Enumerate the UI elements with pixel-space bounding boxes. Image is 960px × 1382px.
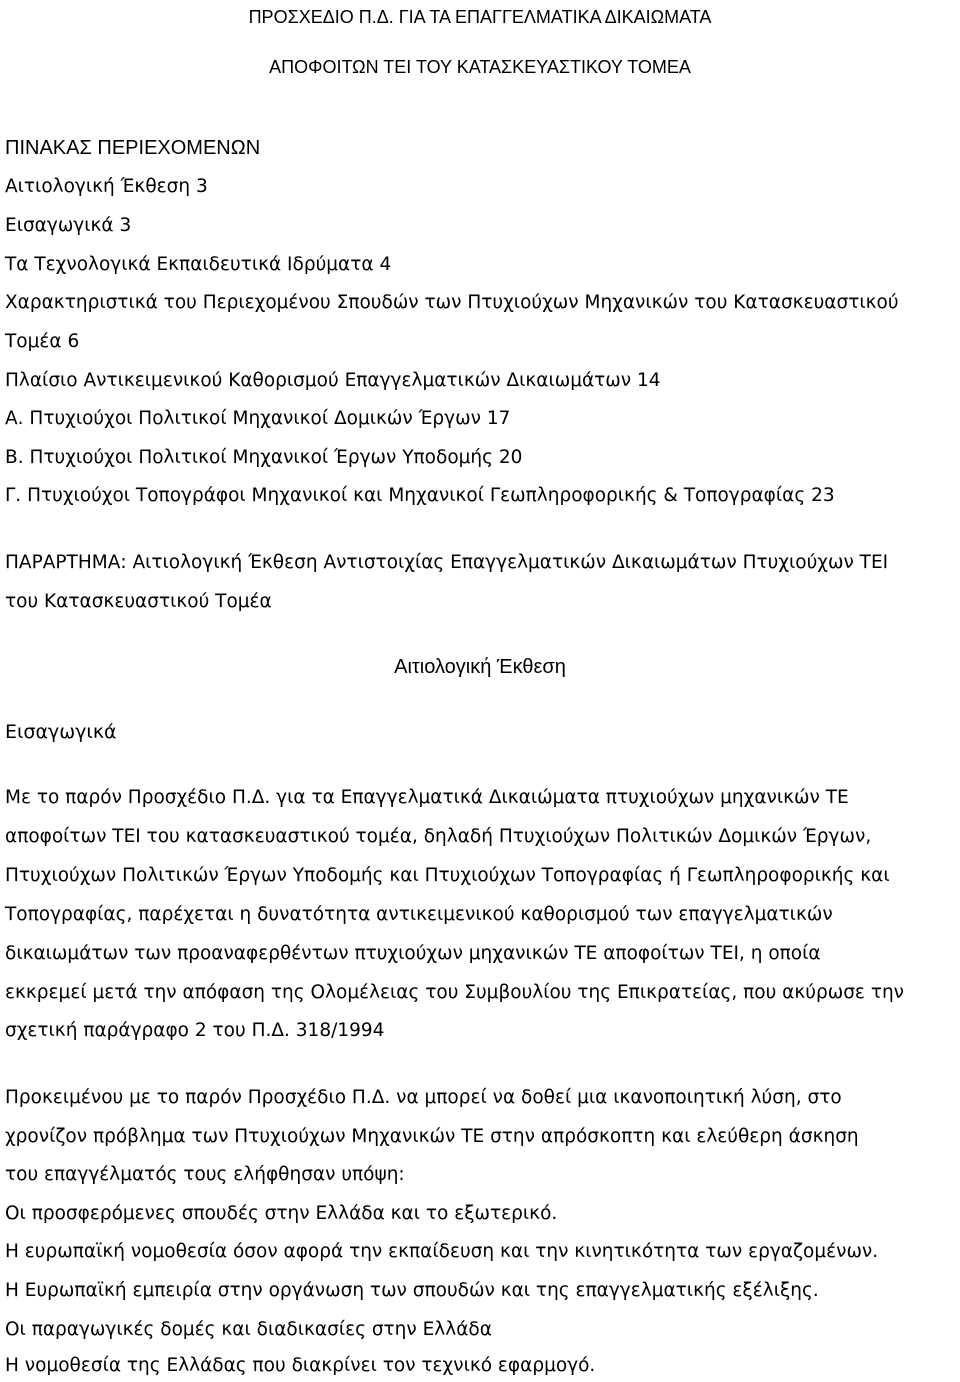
- toc-appendix-line: του Κατασκευαστικού Τομέα: [5, 591, 272, 612]
- document-title-line-1: ΠΡΟΣΧΕΔΙΟ Π.Δ. ΓΙΑ ΤΑ ΕΠΑΓΓΕΛΜΑΤΙΚΑ ΔΙΚΑΙΩΜΑΤΑ: [248, 7, 712, 27]
- toc-item: Εισαγωγικά 3: [5, 215, 132, 236]
- paragraph-line: Πτυχιούχων Πολιτικών Έργων Υποδομής και Πτυχιούχων Τοπογραφίας ή Γεωπληροφορικής και: [5, 865, 890, 886]
- toc-item: Γ. Πτυχιούχοι Τοπογράφοι Μηχανικοί και Μηχανικοί Γεωπληροφορικής & Τοπογραφίας 23: [5, 485, 835, 506]
- toc-appendix-line: ΠΑΡΑΡΤΗΜΑ: Αιτιολογική Έκθεση Αντιστοιχίας Επαγγελματικών Δικαιωμάτων Πτυχιούχων ΤΕΙ: [5, 552, 889, 573]
- document-title-line-2: ΑΠΟΦΟΙΤΩΝ ΤΕΙ ΤΟΥ ΚΑΤΑΣΚΕΥΑΣΤΙΚΟΥ ΤΟΜΕΑ: [269, 57, 691, 77]
- toc-item: Τομέα 6: [5, 331, 80, 352]
- paragraph-line: αποφοίτων ΤΕΙ του κατασκευαστικού τομέα, δηλαδή Πτυχιούχων Πολιτικών Δομικών Έργων,: [5, 826, 872, 847]
- section-subheading: Εισαγωγικά: [5, 721, 117, 743]
- toc-item: Β. Πτυχιούχοι Πολιτικοί Μηχανικοί Έργων Υποδομής 20: [5, 447, 523, 468]
- consideration-item: Η νομοθεσία της Ελλάδας που διακρίνει τον τεχνικό εφαρμογό.: [5, 1355, 596, 1376]
- toc-item: Τα Τεχνολογικά Εκπαιδευτικά Ιδρύματα 4: [5, 254, 392, 275]
- toc-item: Πλαίσιο Αντικειμενικού Καθορισμού Επαγγελματικών Δικαιωμάτων 14: [5, 370, 661, 391]
- toc-item: Χαρακτηριστικά του Περιεχομένου Σπουδών των Πτυχιούχων Μηχανικών του Κατασκευαστικού: [5, 292, 899, 313]
- consideration-item: Οι παραγωγικές δομές και διαδικασίες στην Ελλάδα: [5, 1319, 492, 1340]
- paragraph-line: δικαιωμάτων των προαναφερθέντων πτυχιούχων μηχανικών ΤΕ αποφοίτων ΤΕΙ, η οποία: [5, 943, 821, 964]
- consideration-item: Η Ευρωπαϊκή εμπειρία στην οργάνωση των σπουδών και της επαγγελματικής εξέλιξης.: [5, 1280, 819, 1301]
- paragraph-line: Προκειμένου με το παρόν Προσχέδιο Π.Δ. να μπορεί να δοθεί μια ικανοποιητική λύση, στο: [5, 1087, 842, 1108]
- toc-item: Αιτιολογική Έκθεση 3: [5, 176, 208, 197]
- paragraph-line: σχετική παράγραφο 2 του Π.Δ. 318/1994: [5, 1020, 385, 1041]
- consideration-item: Οι προσφερόμενες σπουδές στην Ελλάδα και το εξωτερικό.: [5, 1203, 558, 1224]
- paragraph-line: Τοπογραφίας, παρέχεται η δυνατότητα αντικειμενικού καθορισμού των επαγγελματικών: [5, 904, 833, 925]
- consideration-item: Η ευρωπαϊκή νομοθεσία όσον αφορά την εκπαίδευση και την κινητικότητα των εργαζομένων.: [5, 1241, 879, 1262]
- paragraph-line: εκκρεμεί μετά την απόφαση της Ολομέλειας του Συμβουλίου της Επικρατείας, που ακύρωσε την: [5, 982, 905, 1003]
- paragraph-line: Με το παρόν Προσχέδιο Π.Δ. για τα Επαγγελματικά Δικαιώματα πτυχιούχων μηχανικών ΤΕ: [5, 787, 849, 808]
- toc-item: Α. Πτυχιούχοι Πολιτικοί Μηχανικοί Δομικών Έργων 17: [5, 408, 511, 429]
- paragraph-line: του επαγγέλματός τους ελήφθησαν υπόψη:: [5, 1164, 405, 1185]
- toc-heading: ΠΙΝΑΚΑΣ ΠΕΡΙΕΧΟΜΕΝΩΝ: [5, 137, 261, 159]
- section-heading: Αιτιολογική Έκθεση: [394, 656, 566, 678]
- paragraph-line: χρονίζον πρόβλημα των Πτυχιούχων Μηχανικών ΤΕ στην απρόσκοπτη και ελεύθερη άσκηση: [5, 1126, 859, 1147]
